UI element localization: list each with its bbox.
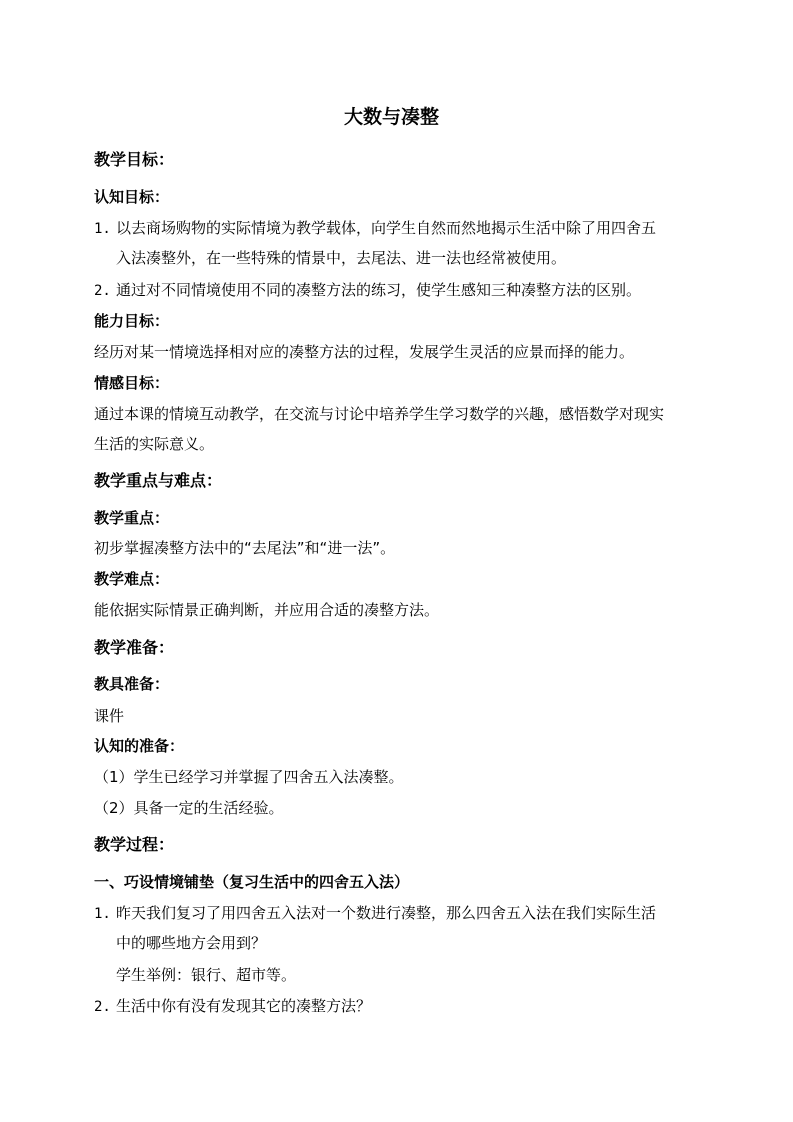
process-question-2 (94, 996, 371, 1017)
difficulty-text: 能依据实际情景正确判断，并应用合适的凑整方法。 (94, 601, 440, 619)
preparation-heading: 教学准备： (94, 638, 175, 657)
cognitive-item-1-line-1 (94, 218, 656, 239)
cognitive-objectives-heading: 认知目标： (94, 188, 170, 206)
process-heading: 教学过程： (94, 835, 175, 854)
emotion-objectives-line-1: 通过本课的情境互动教学，在交流与讨论中培养学生学习数学的兴趣，感悟数学对现实 (94, 405, 665, 423)
cognitive-item-1-line-2: 入法凑整外，在一些特殊的情景中，去尾法、进一法也经常被使用。 (116, 249, 567, 267)
preparation-item-1: （1）学生已经学习并掌握了四舍五入法凑整。 (94, 768, 404, 786)
emotion-objectives-line-2: 生活的实际意义。 (94, 435, 215, 453)
list-item-text: 通过对不同情境使用不同的凑整方法的练习，使学生感知三种凑整方法的区别。 (116, 281, 642, 299)
focus-text: 初步掌握凑整方法中的“去尾法”和“进一法”。 (94, 539, 396, 557)
process-section-1-heading: 一、巧设情境铺垫（复习生活中的四舍五入法） (94, 873, 410, 891)
cognitive-preparation-heading: 认知的准备： (94, 737, 185, 755)
difficulty-heading: 教学难点： (94, 570, 170, 588)
process-question-1-answer: 学生举例：银行、超市等。 (116, 966, 297, 984)
focus-heading: 教学重点： (94, 509, 170, 527)
process-question-1-line-2: 中的哪些地方会用到？ (116, 934, 267, 952)
preparation-item-2: （2）具备一定的生活经验。 (94, 799, 284, 817)
objectives-heading: 教学目标： (94, 150, 175, 169)
list-item-text: 生活中你有没有发现其它的凑整方法？ (116, 997, 372, 1015)
ability-objectives-heading: 能力目标： (94, 312, 170, 330)
process-question-1-line-1 (94, 903, 656, 924)
key-points-heading: 教学重点与难点： (94, 471, 223, 490)
list-number: 1. (94, 221, 111, 237)
list-number: 1. (94, 906, 111, 922)
tools-text: 课件 (94, 707, 125, 725)
emotion-objectives-heading: 情感目标： (94, 374, 170, 392)
list-number: 2. (94, 999, 111, 1015)
cognitive-item-2 (94, 280, 641, 301)
list-item-text: 以去商场购物的实际情境为教学载体，向学生自然而然地揭示生活中除了用四舍五 (116, 219, 657, 237)
ability-objectives-text: 经历对某一情境选择相对应的凑整方法的过程，发展学生灵活的应景而择的能力。 (94, 343, 635, 361)
tools-heading: 教具准备： (94, 675, 170, 693)
list-item-text: 昨天我们复习了用四舍五入法对一个数进行凑整，那么四舍五入法在我们实际生活 (116, 904, 657, 922)
list-number: 2. (94, 283, 111, 299)
document-title: 大数与凑整 (344, 106, 440, 128)
